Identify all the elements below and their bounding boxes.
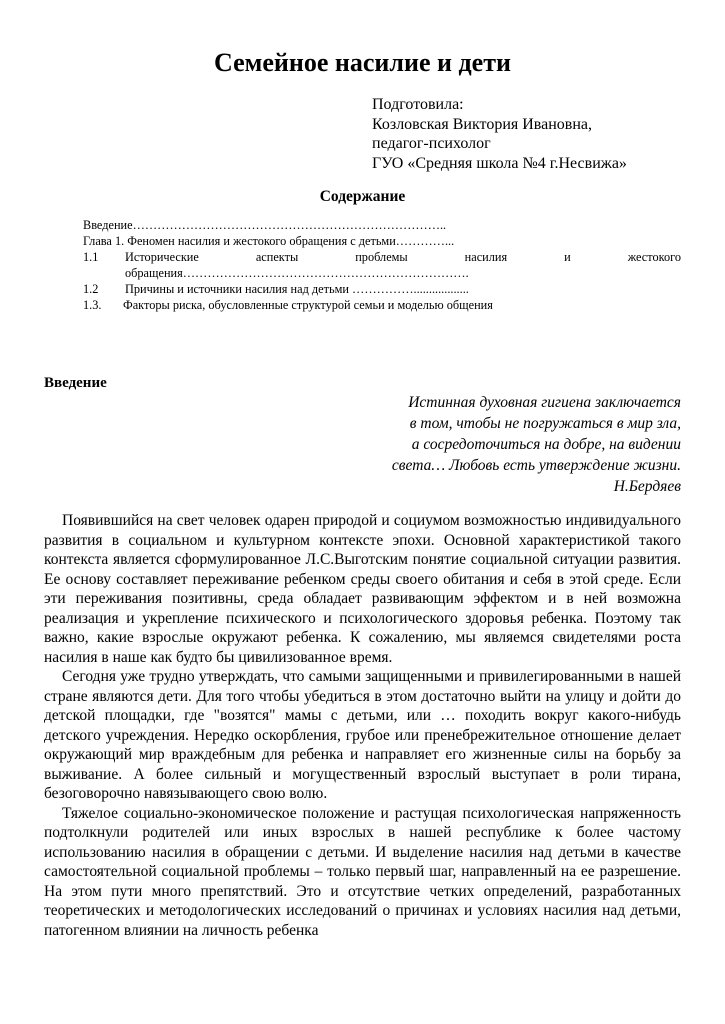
toc-number: 1.1 bbox=[83, 250, 99, 264]
epigraph-line: Истинная духовная гигиена заключается bbox=[408, 394, 681, 411]
document-title: Семейное насилие и дети bbox=[214, 48, 511, 77]
author-line: Козловская Виктория Ивановна, bbox=[372, 115, 593, 133]
epigraph-author: Н.Бердяев bbox=[613, 478, 681, 495]
author-line: педагог-психолог bbox=[372, 135, 491, 152]
author-line: ГУО «Средняя школа №4 г.Несвижа» bbox=[372, 154, 627, 172]
body-text bbox=[44, 511, 681, 940]
toc-entry-intro: Введение………………………………………………………………….. bbox=[83, 218, 447, 232]
toc-entry-chapter1: Глава 1. Феномен насилия и жестокого обращения с детьми…………... bbox=[83, 234, 455, 248]
paragraph: Сегодня уже трудно утверждать, что самыми защищенными и привилегированными в нашей стране являются дети. Для того чтобы убедиться в этом достаточно выйти на улицу и дойти до детской площадки, где "возятся" мамы с детьми, или … походить вокруг какого-нибудь детского учреждения. Нередко оскорбления, грубое или пренебрежительное отношение делает окружающий мир враждебным для ребенка и направляет его жизненные силы на борьбу за выживание. А более сильный и могущественный взрослый выступает в роли тирана, безоговорочно навязывающего свою волю. bbox=[44, 668, 681, 802]
section-heading: Введение bbox=[44, 375, 107, 391]
toc-heading: Содержание bbox=[319, 188, 406, 205]
epigraph-line: а сосредоточиться на добре, на видении bbox=[411, 436, 681, 453]
toc-entry-1-2 bbox=[83, 281, 681, 297]
toc-number: 1.2 bbox=[83, 282, 99, 296]
toc-entry-text: Исторические аспекты проблемы насилия и жестокого bbox=[125, 250, 681, 264]
paragraph: Появившийся на свет человек одарен природой и социумом возможностью индивидуального развития в социальном и культурном контексте эпохи. Основной характеристикой такого контекста является сформулированное Л.С.Выготским понятие социальной ситуации развития. Ее основу составляет переживание ребенком среды своего обитания и себя в этой среде. Если эти переживания позитивны, среда обладает развивающим эффектом и в ней возможна реализация и укрепление психического и психологического здоровья ребенка. Поэтому так важно, какие взрослые окружают ребенка. К сожалению, мы являемся свидетелями роста насилия в наше как будто бы цивилизованное время. bbox=[44, 512, 681, 666]
toc-entry-text-cont: обращения……………………………………………………………. bbox=[125, 266, 469, 280]
toc-entry-1-1 bbox=[83, 249, 681, 281]
epigraph bbox=[392, 392, 681, 497]
toc-number: 1.3. bbox=[83, 298, 102, 312]
toc-entry-text: Причины и источники насилия над детьми …………….................. bbox=[125, 282, 469, 296]
paragraph: Тяжелое социально-экономическое положение и растущая психологическая напряженность подтолкнули родителей или иных взрослых в нашей республике к более частому использованию насилия в обращении с детьми. И выделение насилия над детьми в качестве самостоятельной социальной проблемы – только первый шаг, направленный на ее разрешение. На этом пути много препятствий. Это и отсутствие четких определений, разработанных теоретических и методологических исследований о причинах и условиях насилия над детьми, патогенном влиянии на личность ребенка bbox=[44, 804, 681, 939]
author-block bbox=[372, 95, 627, 173]
epigraph-line: в том, чтобы не погружаться в мир зла, bbox=[409, 415, 681, 432]
epigraph-line: света… Любовь есть утверждение жизни. bbox=[391, 457, 681, 474]
toc-entry-1-3 bbox=[83, 297, 681, 313]
author-line: Подготовила: bbox=[372, 96, 464, 113]
toc-entry-text: Факторы риска, обусловленные структурой семьи и моделью общения bbox=[123, 298, 493, 312]
table-of-contents bbox=[83, 217, 681, 313]
